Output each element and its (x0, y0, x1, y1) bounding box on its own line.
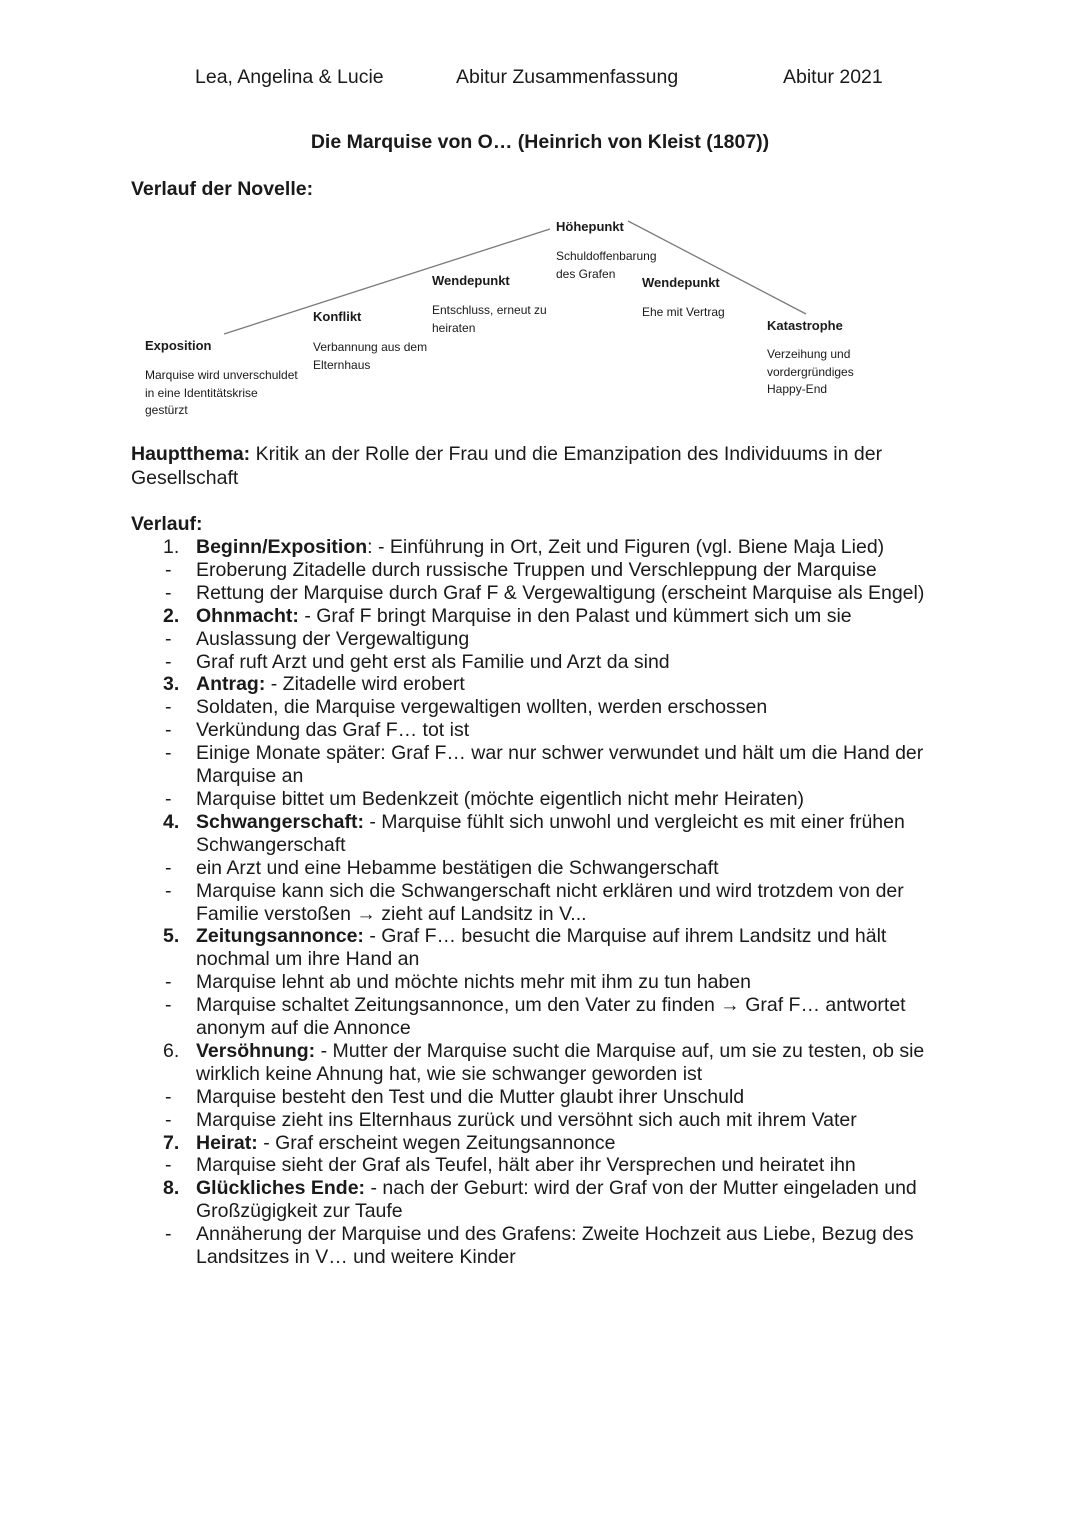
header-year: Abitur 2021 (783, 66, 883, 88)
bullet-dash: - (165, 971, 172, 994)
plot-detail (131, 880, 961, 926)
bullet-dash: - (165, 1154, 172, 1177)
detail-text: Marquise besteht den Test und die Mutter glaubt ihrer Unschuld (196, 1085, 745, 1108)
step-title: Heirat: (196, 1131, 258, 1154)
detail-text: Soldaten, die Marquise vergewaltigen wollten, werden erschossen (196, 696, 768, 719)
plot-step-5 (131, 925, 961, 971)
step-number: 7. (163, 1131, 180, 1154)
plot-list (131, 536, 961, 1269)
bullet-dash: - (165, 1085, 172, 1108)
novella-structure-diagram (0, 210, 1080, 430)
konflikt-desc: Verbannung aus dem Elternhaus (313, 340, 428, 372)
detail-text: Marquise kann sich die Schwangerschaft nicht erklären und wird trotzdem von der Familie verstoßen → zieht auf Landsitz in V... (196, 879, 904, 925)
step-title: Beginn/Exposition (196, 536, 368, 558)
step-number: 1. (163, 536, 180, 558)
detail-text: Rettung der Marquise durch Graf F & Vergewaltigung (erscheint Marquise als Engel) (196, 581, 925, 604)
theme-text: Kritik an der Rolle der Frau und die Emanzipation des Individuums in der Gesellschaft (131, 443, 883, 489)
detail-text: Verkündung das Graf F… tot ist (196, 719, 470, 742)
step-text: - Graf F bringt Marquise in den Palast und kümmert sich um sie (298, 604, 852, 627)
step-number: 6. (163, 1039, 180, 1062)
header-subject: Abitur Zusammenfassung (456, 66, 679, 88)
bullet-dash: - (165, 742, 172, 765)
step-number: 8. (163, 1177, 180, 1200)
step-number: 2. (163, 604, 180, 627)
konflikt-label: Konflikt (313, 309, 362, 324)
plot-step-2 (131, 605, 961, 628)
wendepunkt-1-desc: Entschluss, erneut zu heiraten (432, 303, 547, 335)
bullet-dash: - (165, 650, 172, 673)
step-title: Zeitungsannonce: (196, 925, 364, 948)
hoehepunkt-label: Höhepunkt (556, 219, 624, 234)
document-title: Die Marquise von O… (Heinrich von Kleist (1807)) (310, 131, 770, 153)
bullet-dash: - (165, 1223, 172, 1246)
plot-step-1 (131, 536, 961, 559)
detail-text: Marquise sieht der Graf als Teufel, hält aber ihr Versprechen und heiratet ihn (196, 1154, 856, 1177)
plot-detail (131, 696, 961, 719)
detail-text: Marquise bittet um Bedenkzeit (möchte eigentlich nicht mehr Heiraten) (196, 787, 805, 810)
detail-text: Eroberung Zitadelle durch russische Truppen und Verschleppung der Marquise (196, 558, 877, 581)
main-theme (131, 443, 931, 490)
wendepunkt-2-label: Wendepunkt (642, 275, 720, 290)
plot-detail (131, 1086, 961, 1109)
plot-detail (131, 1154, 961, 1177)
detail-text: Einige Monate später: Graf F… war nur schwer verwundet und hält um die Hand der Marquise an (196, 742, 924, 788)
bullet-dash: - (165, 627, 172, 650)
plot-step-4 (131, 811, 961, 857)
wendepunkt-2-desc: Ehe mit Vertrag (642, 305, 725, 319)
step-title: Ohnmacht: (196, 604, 299, 627)
plot-detail (131, 1223, 961, 1269)
plot-detail (131, 742, 961, 788)
verlauf-heading: Verlauf: (131, 513, 203, 535)
step-title: Versöhnung: (196, 1039, 316, 1062)
hoehepunkt-desc: Schuldoffenbarung des Grafen (556, 249, 657, 281)
exposition-label: Exposition (145, 338, 212, 353)
detail-text: Marquise zieht ins Elternhaus zurück und versöhnt sich auch mit ihrem Vater (196, 1108, 857, 1131)
plot-detail (131, 582, 961, 605)
detail-text: Auslassung der Vergewaltigung (196, 627, 470, 650)
step-number: 4. (163, 810, 180, 833)
step-text: - nach der Geburt: wird der Graf von der Mutter eingeladen und Großzügigkeit zur Taufe (196, 1177, 917, 1223)
detail-text: Marquise schaltet Zeitungsannonce, um den Vater zu finden → Graf F… antwortet anonym auf die Annonce (196, 994, 906, 1040)
diagram-heading: Verlauf der Novelle: (131, 178, 314, 200)
detail-text: Marquise lehnt ab und möchte nichts mehr mit ihm zu tun haben (196, 971, 751, 994)
plot-step-3 (131, 673, 961, 696)
plot-detail (131, 857, 961, 880)
bullet-dash: - (165, 879, 172, 902)
detail-text: ein Arzt und eine Hebamme bestätigen die Schwangerschaft (196, 856, 719, 879)
plot-detail (131, 559, 961, 582)
plot-step-6 (131, 1040, 961, 1086)
katastrophe-desc: Verzeihung und vordergründiges Happy-End (767, 347, 854, 396)
plot-detail (131, 628, 961, 651)
step-number: 3. (163, 673, 180, 696)
step-number: 5. (163, 925, 180, 948)
step-title: Antrag: (196, 673, 266, 696)
header-authors: Lea, Angelina & Lucie (195, 66, 384, 88)
plot-step-8 (131, 1177, 961, 1223)
bullet-dash: - (165, 856, 172, 879)
bullet-dash: - (165, 1108, 172, 1131)
detail-text: Annäherung der Marquise und des Grafens: Zweite Hochzeit aus Liebe, Bezug des Landsitzes in V… und weitere Kinder (196, 1223, 914, 1269)
bullet-dash: - (165, 719, 172, 742)
step-text: - Mutter der Marquise sucht die Marquise auf, um sie zu testen, ob sie wirklich keine Ahnung hat, wie sie schwanger geworden ist (196, 1039, 925, 1085)
step-text: - Marquise fühlt sich unwohl und vergleicht es mit einer frühen Schwangerschaft (196, 810, 905, 856)
step-text: - Zitadelle wird erobert (265, 673, 465, 696)
plot-detail (131, 719, 961, 742)
bullet-dash: - (165, 558, 172, 581)
wendepunkt-1-label: Wendepunkt (432, 273, 510, 288)
step-title: Schwangerschaft: (196, 810, 364, 833)
step-title: Glückliches Ende: (196, 1177, 366, 1200)
plot-step-7 (131, 1132, 961, 1155)
bullet-dash: - (165, 581, 172, 604)
exposition-desc: Marquise wird unverschuldet in eine Identitätskrise gestürzt (145, 368, 298, 417)
bullet-dash: - (165, 994, 172, 1017)
step-text: - Graf erscheint wegen Zeitungsannonce (257, 1131, 616, 1154)
step-text: : - Einführung in Ort, Zeit und Figuren (vgl. Biene Maja Lied) (367, 536, 885, 558)
detail-text: Graf ruft Arzt und geht erst als Familie und Arzt da sind (196, 650, 670, 673)
katastrophe-label: Katastrophe (767, 318, 843, 333)
step-text: - Graf F… besucht die Marquise auf ihrem Landsitz und hält nochmal um ihre Hand an (196, 925, 887, 971)
bullet-dash: - (165, 787, 172, 810)
plot-detail (131, 971, 961, 994)
plot-detail (131, 788, 961, 811)
theme-label: Hauptthema: (131, 443, 251, 465)
bullet-dash: - (165, 696, 172, 719)
plot-detail (131, 651, 961, 674)
plot-detail (131, 994, 961, 1040)
plot-detail (131, 1109, 961, 1132)
